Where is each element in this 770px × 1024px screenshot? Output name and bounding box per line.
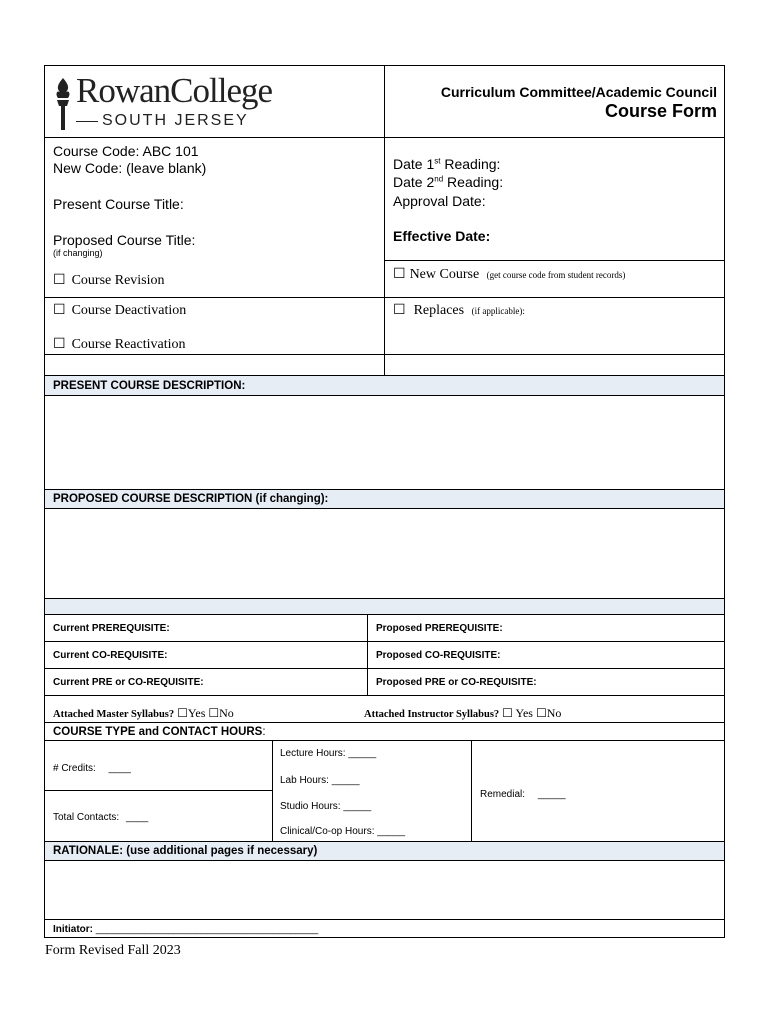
new-course-option[interactable] xyxy=(393,266,625,283)
date-second-reading-field[interactable] xyxy=(393,174,503,190)
proposed-pre-or-co-field[interactable]: Proposed PRE or CO-REQUISITE: xyxy=(376,677,537,688)
date2-suffix: nd xyxy=(434,174,444,184)
credits-label: # Credits: xyxy=(53,763,96,774)
date1-suffix: st xyxy=(434,156,441,166)
master-syllabus-no-label: No xyxy=(219,706,234,720)
form-revision-note: Form Revised Fall 2023 xyxy=(45,943,181,958)
requisite-row-line-2 xyxy=(44,668,725,669)
course-type-header-bottom xyxy=(44,740,725,741)
options-divider-2 xyxy=(44,297,725,298)
hours-divider-2 xyxy=(471,740,472,841)
course-deactivation-option[interactable] xyxy=(53,302,186,319)
if-changing-note: (if changing) xyxy=(53,248,103,258)
instructor-syllabus-label: Attached Instructor Syllabus? xyxy=(364,709,500,720)
course-revision-option[interactable] xyxy=(53,272,165,289)
form-border-bottom xyxy=(44,937,725,938)
date1-label: Date 1 xyxy=(393,156,435,172)
requisite-row-line-3 xyxy=(44,695,725,696)
new-course-note: (get course code from student records) xyxy=(486,270,626,280)
course-deactivation-checkbox[interactable]: ☐ xyxy=(53,303,66,318)
new-code-field[interactable]: New Code: (leave blank) xyxy=(53,160,207,176)
master-syllabus-question xyxy=(53,706,234,721)
instructor-syllabus-question xyxy=(364,706,561,721)
proposed-corequisite-field[interactable]: Proposed CO-REQUISITE: xyxy=(376,650,501,661)
form-border-right xyxy=(724,65,725,938)
new-course-label: New Course xyxy=(409,267,480,282)
current-pre-or-co-field[interactable]: Current PRE or CO-REQUISITE: xyxy=(53,677,204,688)
proposed-description-heading: PROPOSED COURSE DESCRIPTION (if changing): xyxy=(53,493,329,505)
lab-hours-blank: _____ xyxy=(331,775,360,786)
remedial-blank: _____ xyxy=(537,789,566,800)
hours-left-split xyxy=(44,790,273,791)
remedial-label: Remedial: xyxy=(480,789,526,800)
instructor-syllabus-yes-label: Yes xyxy=(515,706,533,720)
instructor-syllabus-no-checkbox[interactable]: ☐ xyxy=(535,706,547,720)
header-row-divider xyxy=(44,137,725,138)
present-description-area[interactable] xyxy=(45,396,724,489)
date2-label: Date 2 xyxy=(393,174,435,190)
course-reactivation-label: Course Reactivation xyxy=(71,337,186,352)
replaces-option[interactable] xyxy=(393,302,525,319)
requisite-row-line-1 xyxy=(44,641,725,642)
course-type-heading-colon: : xyxy=(262,726,266,738)
approval-date-field[interactable]: Approval Date: xyxy=(393,193,486,209)
instructor-syllabus-no-label: No xyxy=(546,706,562,720)
logo-subtitle: SOUTH JERSEY xyxy=(102,112,249,129)
current-corequisite-field[interactable]: Current CO-REQUISITE: xyxy=(53,650,168,661)
college-logo xyxy=(52,72,284,134)
clinical-hours-field[interactable] xyxy=(280,826,405,837)
replaces-note: (if applicable): xyxy=(471,306,525,316)
present-title-field[interactable]: Present Course Title: xyxy=(53,196,184,212)
course-revision-checkbox[interactable]: ☐ xyxy=(53,273,66,288)
course-type-heading xyxy=(53,726,266,738)
replaces-label: Replaces xyxy=(413,303,465,318)
clinical-hours-blank: _____ xyxy=(377,826,406,837)
spacer-bar-bottom xyxy=(44,614,725,615)
effective-date-field[interactable]: Effective Date: xyxy=(393,228,491,244)
torch-icon xyxy=(52,76,74,132)
studio-hours-field[interactable] xyxy=(280,801,371,812)
requisite-divider-vertical xyxy=(367,614,368,696)
total-contacts-label: Total Contacts: xyxy=(53,812,120,823)
current-prerequisite-field[interactable]: Current PREREQUISITE: xyxy=(53,623,170,634)
initiator-field[interactable] xyxy=(53,924,318,935)
remedial-field[interactable] xyxy=(480,789,566,800)
course-reactivation-checkbox[interactable]: ☐ xyxy=(53,337,66,352)
date2-label-tail: Reading: xyxy=(443,174,504,190)
master-syllabus-yes-label: Yes xyxy=(187,706,206,720)
proposed-prerequisite-field[interactable]: Proposed PREREQUISITE: xyxy=(376,623,503,634)
syllabus-row-bottom xyxy=(44,722,725,723)
course-code-field[interactable]: Course Code: ABC 101 xyxy=(53,143,199,159)
rationale-heading: RATIONALE: (use additional pages if necessary) xyxy=(53,845,318,857)
logo-sub-rule-left xyxy=(76,121,98,122)
credits-blank: ____ xyxy=(108,763,131,774)
studio-hours-label: Studio Hours: xyxy=(280,801,341,812)
date1-label-tail: Reading: xyxy=(440,156,501,172)
date-first-reading-field[interactable] xyxy=(393,156,500,172)
total-contacts-field[interactable] xyxy=(53,812,148,823)
course-revision-label: Course Revision xyxy=(71,273,165,288)
rationale-area[interactable] xyxy=(45,861,724,919)
initiator-line: ________________________________________ xyxy=(95,924,319,935)
proposed-title-field[interactable]: Proposed Course Title: xyxy=(53,232,196,248)
logo-wordmark: RowanCollege xyxy=(76,71,273,110)
lecture-hours-blank: _____ xyxy=(348,748,377,759)
form-title: Course Form xyxy=(604,101,717,121)
master-syllabus-yes-checkbox[interactable]: ☐ xyxy=(177,706,188,720)
initiator-label: Initiator: xyxy=(53,924,93,935)
instructor-syllabus-yes-checkbox[interactable]: ☐ xyxy=(502,706,513,720)
proposed-description-area[interactable] xyxy=(45,509,724,598)
header-divider-vertical xyxy=(384,65,385,376)
spacer-bar xyxy=(45,599,724,614)
present-description-heading: PRESENT COURSE DESCRIPTION: xyxy=(53,380,246,392)
clinical-hours-label: Clinical/Co-op Hours: xyxy=(280,826,375,837)
right-options-divider-1 xyxy=(384,260,725,261)
options-divider-3 xyxy=(44,354,725,355)
lab-hours-field[interactable] xyxy=(280,775,360,786)
total-contacts-blank: ____ xyxy=(125,812,149,823)
lecture-hours-label: Lecture Hours: xyxy=(280,748,346,759)
course-deactivation-label: Course Deactivation xyxy=(71,303,187,318)
studio-hours-blank: _____ xyxy=(343,801,372,812)
replaces-checkbox[interactable]: ☐ xyxy=(393,303,406,318)
master-syllabus-label: Attached Master Syllabus? xyxy=(53,709,175,720)
lecture-hours-field[interactable] xyxy=(280,748,376,759)
lab-hours-label: Lab Hours: xyxy=(280,775,329,786)
course-reactivation-option[interactable] xyxy=(53,336,185,353)
course-type-heading-text: COURSE TYPE and CONTACT HOURS xyxy=(53,726,263,738)
initiator-row-top xyxy=(44,919,725,920)
new-course-checkbox[interactable]: ☐ xyxy=(393,267,406,282)
committee-title: Curriculum Committee/Academic Council xyxy=(440,84,717,100)
master-syllabus-no-checkbox[interactable]: ☐ xyxy=(208,706,220,720)
credits-field[interactable] xyxy=(53,763,131,774)
